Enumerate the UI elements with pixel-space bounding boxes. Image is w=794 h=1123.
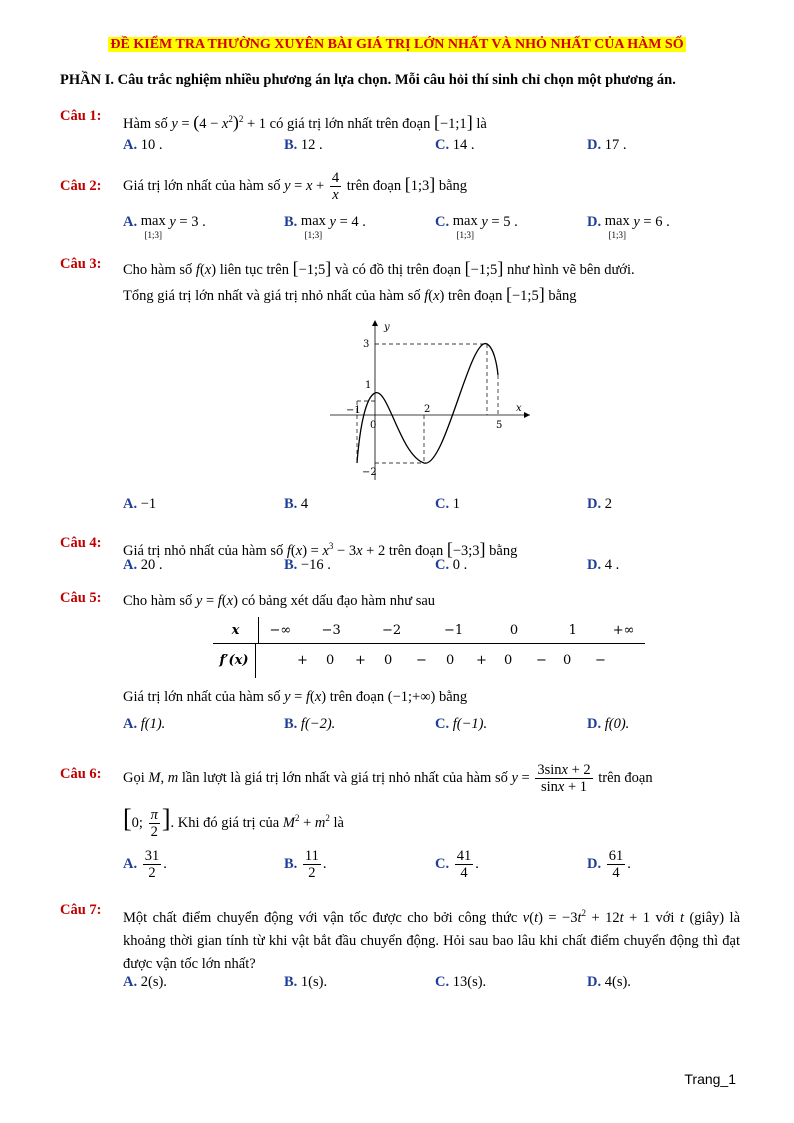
option-a[interactable]: A. max [1;3] y = 3 . bbox=[123, 213, 206, 240]
tick-label: 5 bbox=[496, 420, 503, 431]
question-label: Câu 2: bbox=[60, 178, 102, 194]
option-d[interactable]: D. 17 . bbox=[587, 137, 627, 153]
question-label: Câu 3: bbox=[60, 256, 102, 272]
option-a[interactable]: A. −1 bbox=[123, 496, 157, 512]
table-cell: −1 bbox=[443, 622, 464, 638]
option-c[interactable]: C. max [1;3] y = 5 . bbox=[435, 213, 518, 240]
table-cell: +∞ bbox=[612, 622, 635, 638]
option-b[interactable]: B. 12 . bbox=[284, 137, 323, 153]
x-label: x bbox=[516, 403, 522, 414]
question-text: Cho hàm số y = f(x) có bảng xét dấu đạo hàm như sau bbox=[123, 593, 436, 609]
option-c[interactable]: C. $\frac{41}{4}$ . bbox=[435, 848, 479, 881]
part-heading: PHẦN I. Câu trắc nghiệm nhiều phương án lựa chọn. Mỗi câu hỏi thí sinh chỉ chọn một phương án. bbox=[60, 72, 676, 88]
sign-cell: 0 bbox=[504, 653, 513, 668]
question-text: Giá trị lớn nhất của hàm số y = x + $\frac{4}{x}$ trên đoạn [1;3] bằng bbox=[123, 170, 468, 203]
function-graph bbox=[320, 315, 540, 485]
tick-label: −2 bbox=[362, 467, 377, 478]
option-b[interactable]: B. −16 . bbox=[284, 557, 331, 573]
option-a[interactable]: A. $\frac{31}{2}$ . bbox=[123, 848, 167, 881]
question-label: Câu 7: bbox=[60, 902, 102, 918]
tick-label: −1 bbox=[346, 405, 361, 416]
sign-cell: − bbox=[416, 653, 427, 668]
sign-cell: + bbox=[355, 653, 366, 668]
option-d[interactable]: D. max [1;3] y = 6 . bbox=[587, 213, 670, 240]
table-cell: −3 bbox=[321, 622, 341, 638]
table-header-fprime: f′(x) bbox=[213, 644, 256, 678]
option-d[interactable]: D. 2 bbox=[587, 496, 612, 512]
sign-cell: − bbox=[536, 653, 547, 668]
table-cell: 1 bbox=[568, 622, 577, 638]
option-c[interactable]: C. f(−1). bbox=[435, 716, 488, 732]
option-d[interactable]: D. f(0). bbox=[587, 716, 630, 732]
sign-cell: 0 bbox=[384, 653, 393, 668]
option-c[interactable]: C. 14 . bbox=[435, 137, 475, 153]
option-d[interactable]: D. 4 . bbox=[587, 557, 620, 573]
y-label: y bbox=[384, 322, 390, 333]
question-label: Câu 6: bbox=[60, 766, 102, 782]
option-d[interactable]: D. $\frac{61}{4}$ . bbox=[587, 848, 631, 881]
document-title: ĐỀ KIỂM TRA THƯỜNG XUYÊN BÀI GIÁ TRỊ LỚN NHẤT VÀ NHỎ NHẤT CỦA HÀM SỐ bbox=[110, 37, 684, 52]
question-text: Cho hàm số f(x) liên tục trên [−1;5] và có đồ thị trên đoạn [−1;5] như hình vẽ bên dưới. Tổng giá trị lớn nhất và giá trị nhỏ nhất của hàm số f(x) trên đoạn [−1;5] bằng bbox=[123, 258, 635, 304]
option-b[interactable]: B. $\frac{11}{2}$ . bbox=[284, 848, 327, 881]
table-cell: 0 bbox=[509, 622, 519, 638]
option-a[interactable]: A. 2(s). bbox=[123, 974, 167, 990]
sign-cell: 0 bbox=[563, 653, 572, 668]
option-c[interactable]: C. 1 bbox=[435, 496, 460, 512]
question-text: Giá trị nhỏ nhất của hàm số $f(x) = x^3 - 3x + 2$ trên đoạn [−3;3] bằng bbox=[123, 538, 518, 559]
option-a[interactable]: A. 20 . bbox=[123, 557, 163, 573]
table-cell: −∞ bbox=[269, 622, 292, 638]
question-label: Câu 4: bbox=[60, 535, 102, 551]
sign-cell: − bbox=[595, 653, 606, 668]
question-text: Một chất điểm chuyển động với vận tốc được cho bởi công thức $v(t) = -3t^2 + 12t + 1$ với t (giây) là khoảng thời gian tính từ khi vật bắt đầu chuyển động. Hỏi sau bao lâu khi chất điểm chuyển động thì đạt được vận tốc lớn nhất? bbox=[123, 908, 741, 972]
question-text: Giá trị lớn nhất của hàm số y = f(x) trên đoạn (−1;+∞) bằng bbox=[123, 689, 468, 705]
tick-label: 0 bbox=[370, 420, 377, 431]
sign-cell: 0 bbox=[326, 653, 335, 668]
tick-label: 1 bbox=[365, 380, 372, 391]
option-b[interactable]: B. f(−2). bbox=[284, 716, 336, 732]
page-number: Trang_1 bbox=[684, 1071, 736, 1087]
question-text: Hàm số $y = (4 - x^2)^2 + 1$ có giá trị lớn nhất trên đoạn [−1;1] là bbox=[123, 111, 487, 132]
sign-cell: + bbox=[297, 653, 308, 668]
question-label: Câu 1: bbox=[60, 108, 102, 124]
sign-table bbox=[213, 617, 645, 678]
option-c[interactable]: C. 13(s). bbox=[435, 974, 487, 990]
sign-cell: + bbox=[476, 653, 487, 668]
option-d[interactable]: D. 4(s). bbox=[587, 974, 631, 990]
tick-label: 2 bbox=[424, 404, 431, 415]
option-b[interactable]: B. 1(s). bbox=[284, 974, 328, 990]
table-header-x: x bbox=[213, 617, 258, 644]
option-b[interactable]: B. 4 bbox=[284, 496, 309, 512]
option-a[interactable]: A. f(1). bbox=[123, 716, 166, 732]
question-label: Câu 5: bbox=[60, 590, 102, 606]
option-b[interactable]: B. max [1;3] y = 4 . bbox=[284, 213, 366, 240]
question-text: Gọi M, m lần lượt là giá trị lớn nhất và giá trị nhỏ nhất của hàm số y = $\frac{3\sin x + 2}{\sin x + 1}$ trên đoạn [0; $\frac{\pi}{2}$ ]. Khi đó giá trị của $M^2 + m^2$ là bbox=[123, 762, 653, 840]
option-a[interactable]: A. 10 . bbox=[123, 137, 163, 153]
option-c[interactable]: C. 0 . bbox=[435, 557, 468, 573]
table-cell: −2 bbox=[381, 622, 402, 638]
sign-cell: 0 bbox=[446, 653, 455, 668]
tick-label: 3 bbox=[363, 339, 370, 350]
